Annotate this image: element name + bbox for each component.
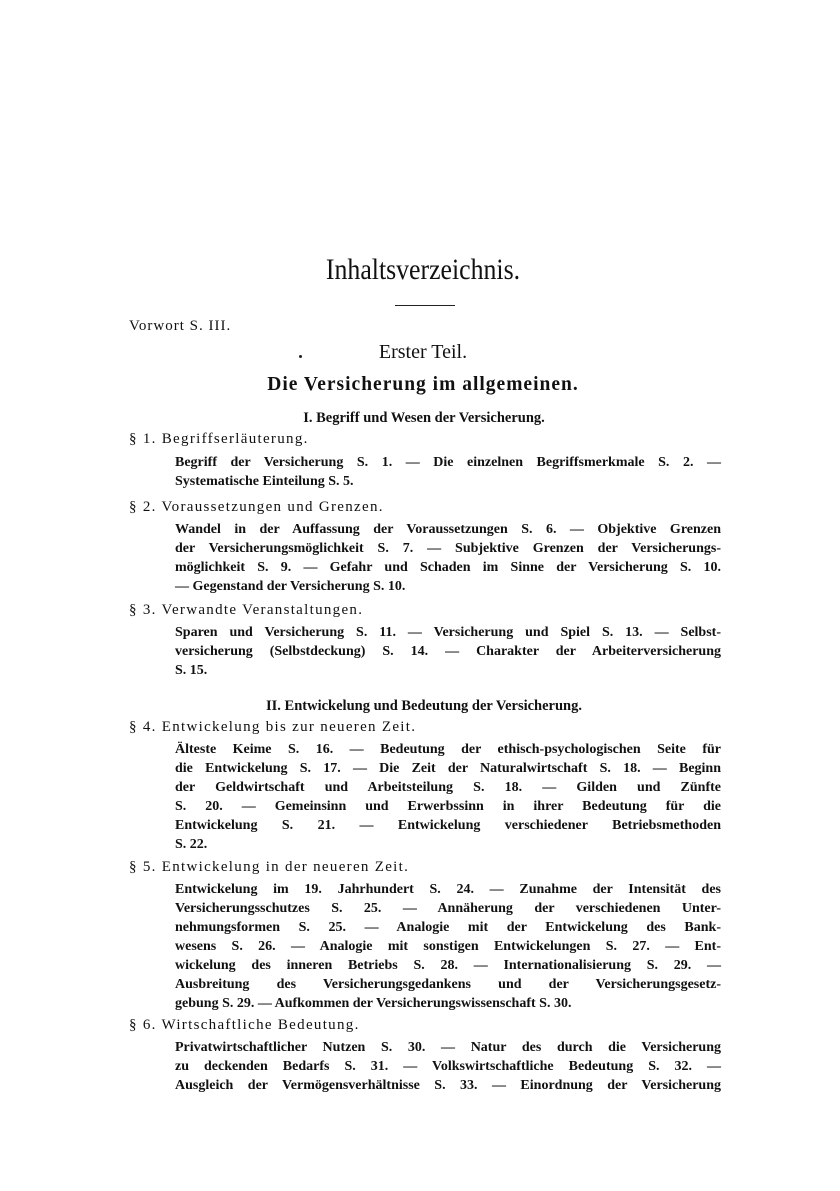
section-heading-1: I. Begriff und Wesen der Versicherung.	[303, 410, 545, 426]
vorwort-entry: Vorwort S. III.	[129, 318, 232, 334]
paragraph-heading-2: § 2. Voraussetzungen und Grenzen.	[129, 499, 384, 515]
body-line: versicherung (Selbstdeckung) S. 14. — Charakter der Arbeiterversicherung	[175, 644, 721, 659]
body-line: Entwickelung im 19. Jahrhundert S. 24. — Zunahme der Intensität des	[175, 882, 721, 897]
body-line: Begriff der Versicherung S. 1. — Die einzelnen Begriffsmerkmale S. 2. —	[175, 455, 721, 470]
body-line: der Versicherungsmöglichkeit S. 7. — Subjektive Grenzen der Versicherungs-	[175, 541, 721, 556]
part-subtitle: Die Versicherung im allgemeinen.	[267, 374, 579, 395]
body-line: zu deckenden Bedarfs S. 31. — Volkswirtschaftliche Bedeutung S. 32. —	[175, 1059, 721, 1074]
paragraph-body-2	[175, 520, 721, 596]
body-line: S. 22.	[175, 837, 208, 852]
page-title: Inhaltsverzeichnis.	[325, 253, 521, 286]
paragraph-body-6	[175, 1038, 721, 1095]
body-line: Ausgleich der Vermögensverhältnisse S. 33. — Einordnung der Versicherung	[175, 1078, 721, 1093]
body-line: Älteste Keime S. 16. — Bedeutung der ethisch-psychologischen Seite für	[175, 742, 721, 757]
body-line: Entwickelung S. 21. — Entwickelung verschiedener Betriebsmethoden	[175, 818, 721, 833]
body-line: wesens S. 26. — Analogie mit sonstigen Entwickelungen S. 27. — Ent-	[175, 939, 721, 954]
body-line: — Gegenstand der Versicherung S. 10.	[175, 579, 406, 594]
body-line: wickelung des inneren Betriebs S. 28. — Internationalisierung S. 29. —	[175, 958, 721, 973]
paragraph-body-4	[175, 740, 721, 854]
body-line: möglichkeit S. 9. — Gefahr und Schaden im Sinne der Versicherung S. 10.	[175, 560, 721, 575]
paragraph-heading-3: § 3. Verwandte Veranstaltungen.	[129, 602, 364, 618]
paragraph-heading-5: § 5. Entwickelung in der neueren Zeit.	[129, 859, 410, 875]
body-line: Versicherungsschutzes S. 25. — Annäherung der verschiedenen Unter-	[175, 901, 721, 916]
body-line: Ausbreitung des Versicherungsgedankens und der Versicherungsgesetz-	[175, 977, 721, 992]
body-line: gebung S. 29. — Aufkommen der Versicherungswissenschaft S. 30.	[175, 996, 572, 1011]
body-line: S. 20. — Gemeinsinn und Erwerbssinn in ihrer Bedeutung für die	[175, 799, 721, 814]
body-line: Systematische Einteilung S. 5.	[175, 474, 354, 489]
body-line: S. 15.	[175, 663, 208, 678]
paragraph-body-5	[175, 880, 721, 1013]
body-line: nehmungsformen S. 25. — Analogie mit der Entwickelung des Bank-	[175, 920, 721, 935]
paragraph-heading-4: § 4. Entwickelung bis zur neueren Zeit.	[129, 719, 417, 735]
body-line: die Entwickelung S. 17. — Die Zeit der Naturalwirtschaft S. 18. — Beginn	[175, 761, 721, 776]
body-line: Sparen und Versicherung S. 11. — Versicherung und Spiel S. 13. — Selbst-	[175, 625, 721, 640]
body-line: Privatwirtschaftlicher Nutzen S. 30. — Natur des durch die Versicherung	[175, 1040, 721, 1055]
paragraph-body-3	[175, 623, 721, 680]
section-heading-2: II. Entwickelung und Bedeutung der Versicherung.	[266, 698, 582, 714]
paragraph-body-1	[175, 453, 721, 491]
body-line: der Geldwirtschaft und Arbeitsteilung S. 18. — Gilden und Zünfte	[175, 780, 721, 795]
part-heading: Erster Teil.	[378, 341, 468, 363]
paragraph-heading-6: § 6. Wirtschaftliche Bedeutung.	[129, 1017, 360, 1033]
paragraph-heading-1: § 1. Begriffserläuterung.	[129, 431, 309, 447]
body-line: Wandel in der Auffassung der Voraussetzungen S. 6. — Objektive Grenzen	[175, 522, 721, 537]
title-rule	[395, 305, 455, 306]
